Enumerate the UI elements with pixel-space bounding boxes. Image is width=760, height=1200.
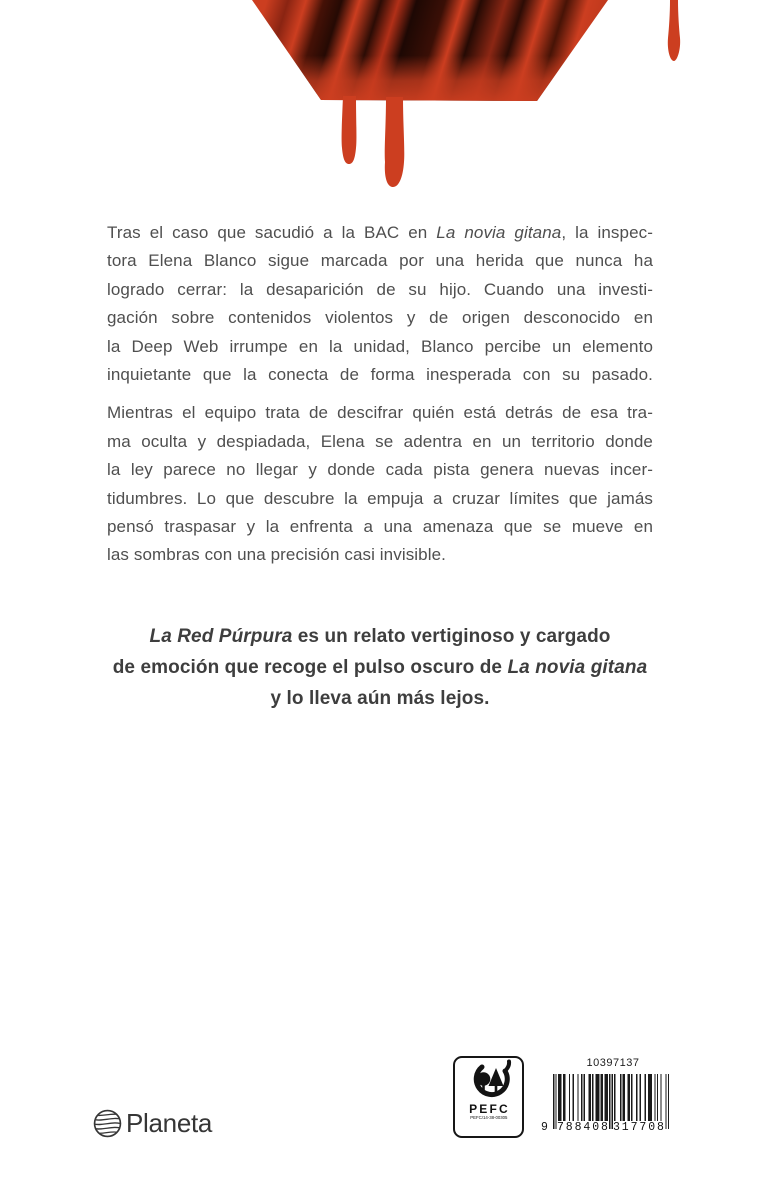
text-line: la Deep Web irrumpe en la unidad, Blanco percibe un elemento (107, 336, 653, 356)
paint-drip-center (385, 97, 405, 187)
text-line: tora Elena Blanco sigue marcada por una herida que nunca ha (107, 251, 653, 271)
pefc-trees-icon (464, 1058, 514, 1104)
pefc-certification-badge (453, 1056, 524, 1138)
pefc-cert-number: PEFC/14-38-00305 (469, 1116, 508, 1121)
barcode-block (540, 1057, 673, 1135)
text-line: gación sobre contenidos violentos y de origen desconocido en (107, 308, 653, 328)
highlight-text (0, 621, 760, 714)
text-line: de emoción que recoge el pulso oscuro de La novia gitana (112, 657, 648, 678)
text-line: tidumbres. Lo que descubre la empuja a cruzar límites que jamás (107, 488, 653, 508)
isbn-digit-group-2: 317708 (613, 1121, 666, 1134)
paint-drip-right (668, 0, 680, 61)
synopsis (107, 219, 653, 570)
text-line: logrado cerrar: la desaparición de su hijo. Cuando una investi- (107, 279, 653, 299)
text-line: La Red Púrpura es un relato vertiginoso y cargado (149, 626, 611, 647)
text-line: inquietante que la conecta de forma inesperada con su pasado. (107, 364, 653, 384)
barcode-isbn-digits (540, 1121, 673, 1135)
paint-drip-left (342, 96, 357, 164)
synopsis-paragraph-1 (107, 219, 653, 389)
text-line: pensó traspasar y la enfrenta a una amenaza que se mueve en (107, 516, 653, 536)
synopsis-paragraph-2 (107, 399, 653, 569)
text-line: ma oculta y despiadada, Elena se adentra en un territorio donde (107, 431, 653, 451)
isbn-digit-first: 9 (541, 1121, 548, 1134)
text-line: Mientras el equipo trata de descifrar quién está detrás de esa tra- (107, 403, 653, 423)
pefc-label: PEFC (469, 1102, 510, 1116)
publisher-name: Planeta (126, 1108, 213, 1138)
text-line: la ley parece no llegar y donde cada pista genera nuevas incer- (107, 460, 653, 480)
planeta-globe-icon (93, 1109, 122, 1138)
text-line: las sombras con una precisión casi invisible. (107, 545, 446, 565)
barcode-top-number: 10397137 (586, 1057, 640, 1069)
isbn-digit-group-1: 788408 (557, 1121, 610, 1134)
text-line: Tras el caso que sacudió a la BAC en La novia gitana, la inspec- (107, 223, 653, 242)
text-line: y lo lleva aún más lejos. (270, 688, 490, 709)
publisher-logo (93, 1108, 212, 1139)
paint-splash-artwork (0, 0, 760, 200)
